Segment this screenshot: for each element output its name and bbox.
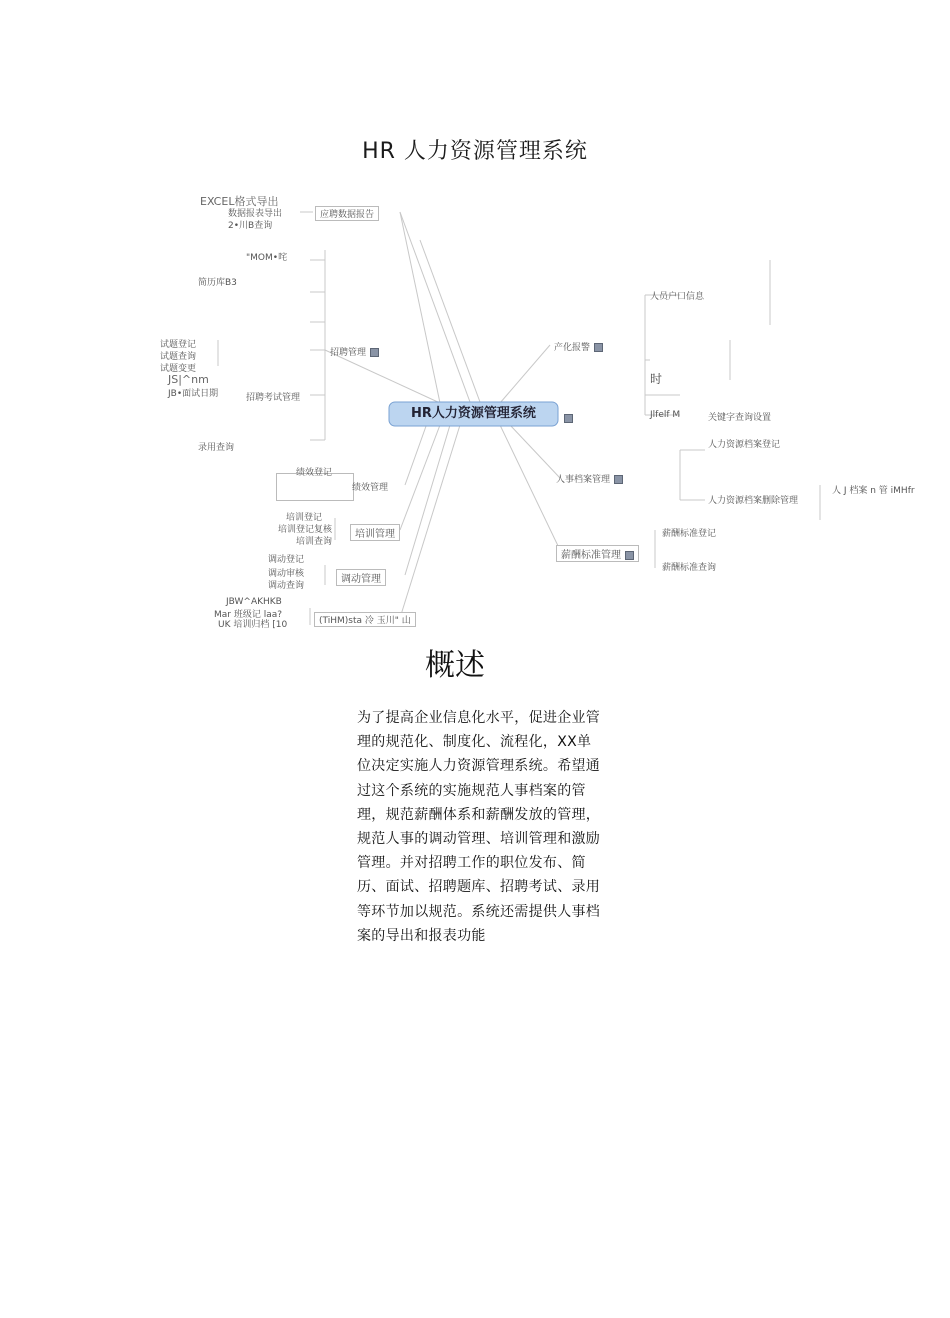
node-train-register: 培训登记: [286, 513, 323, 523]
node-transfer-register: 调动登记: [268, 555, 305, 565]
branch-recruit: [330, 345, 379, 358]
node-salary-query: 薪酬标准查询: [662, 563, 717, 573]
branch-label: 薪酬标准管理: [561, 550, 621, 561]
branch-archive: (TiHM)sta 冷 玉川" 山: [314, 612, 416, 627]
node-transfer-review: 调动审核: [268, 569, 305, 579]
node-exam-mgmt: 招聘考试管理: [246, 393, 301, 403]
branch-transfer: 调动管理: [336, 569, 386, 586]
branch-report: [315, 206, 379, 221]
node-keyword-setting: 关键字查询设置: [708, 413, 772, 423]
node-jbw: JBW^AKHKB: [226, 597, 282, 607]
node-transfer-query: 调动查询: [268, 581, 305, 591]
node-time: 时: [650, 372, 663, 386]
node-archive-delete: 人力资源档案删除管理: [708, 496, 799, 506]
node-icon: [370, 348, 379, 357]
node-interview: JB•面试日期: [168, 389, 219, 399]
node-exam-query: 试题查询: [160, 352, 197, 362]
node-train-query: 培训查询: [296, 537, 333, 547]
mindmap-connectors: [0, 0, 950, 640]
node-jsnm: JS|^nm: [168, 373, 209, 386]
node-archive-register: 人力资源档案登记: [708, 440, 781, 450]
mindmap-root: HR人力资源管理系统: [411, 406, 536, 421]
node-icon: [625, 551, 634, 560]
node-account: 人员户口信息: [650, 292, 705, 302]
node-excel: EXCEL格式导出: [200, 195, 279, 208]
page-title: HR 人力资源管理系统: [362, 139, 588, 164]
branch-label: 应聘数据报告: [320, 210, 375, 220]
node-data-export: 数据报表导出: [228, 209, 283, 219]
node-uk: UK 培训归档 [10: [218, 620, 288, 630]
node-icon: [564, 414, 573, 423]
node-mom: "MOM•咤: [246, 253, 288, 263]
node-mar: Mar 班级记 laa?: [214, 610, 283, 620]
node-exam-register: 试题登记: [160, 340, 197, 350]
branch-salary: [556, 545, 639, 562]
branch-label: 产化报警: [554, 343, 591, 353]
branch-archive-mgmt: [556, 472, 623, 485]
node-perf-register: 绩效登记: [296, 468, 333, 478]
node-hire-query: 录用查询: [198, 443, 235, 453]
node-icon: [614, 475, 623, 484]
node-exam-change: 试题变更: [160, 364, 197, 374]
branch-alert: [554, 340, 603, 353]
branch-label: 招聘管理: [330, 348, 367, 358]
node-archive-j: 人 J 档案 n 管 iMHfr: [832, 486, 915, 496]
node-train-review: 培训登记复核: [278, 525, 333, 535]
node-query: 2•川B查询: [228, 221, 273, 231]
node-salary-register: 薪酬标准登记: [662, 529, 717, 539]
node-icon: [594, 343, 603, 352]
branch-label: 人事档案管理: [556, 475, 611, 485]
body-paragraph: 为了提高企业信息化水平，促进企业管理的规范化、制度化、流程化，XX单位决定实施人力资源管理系统。希望通过这个系统的实施规范人事档案的管理，规范薪酬体系和薪酬发放的管理，规范人事的调动管理、培训管理和激励管理。并对招聘工作的职位发布、简历、面试、招聘题库、招聘考试、录用等环节加以规范。系统还需提供人事档案的导出和报表功能: [357, 710, 601, 944]
node-jlfelf: Jlfelf M: [650, 410, 681, 420]
branch-perf: 绩效管理: [352, 483, 389, 493]
section-heading: 概述: [425, 648, 485, 683]
node-resume: 简历库B3: [198, 278, 237, 288]
branch-training: 培训管理: [350, 524, 400, 541]
